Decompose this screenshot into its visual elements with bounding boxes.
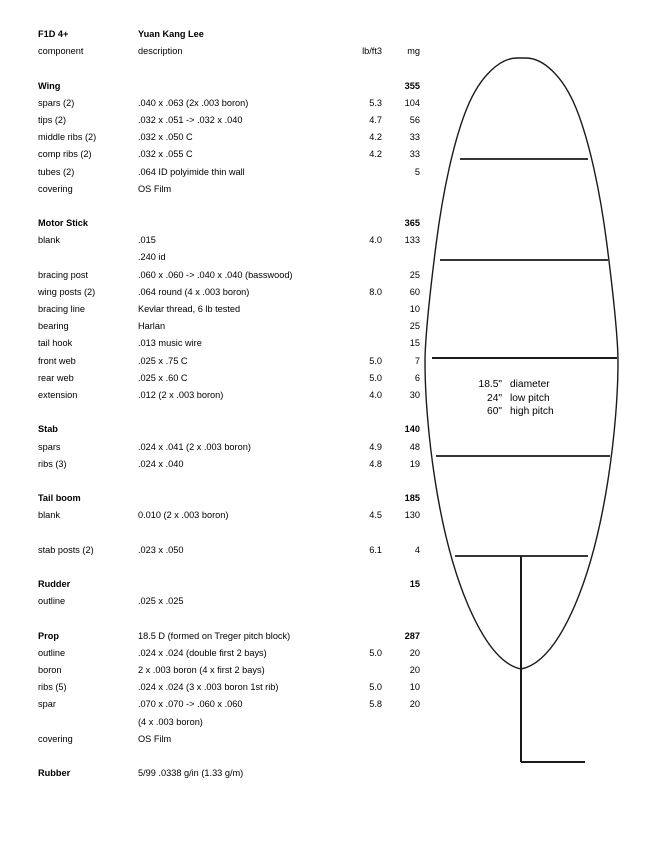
spacer-row bbox=[38, 408, 420, 425]
annotation-label: low pitch bbox=[510, 392, 550, 404]
component-name: blank bbox=[38, 510, 60, 521]
component-density bbox=[338, 339, 382, 356]
section-name: Rudder bbox=[38, 579, 71, 589]
component-density: 4.9 bbox=[369, 441, 382, 452]
document-title-row bbox=[38, 30, 420, 47]
component-row bbox=[38, 236, 420, 253]
component-row bbox=[38, 700, 420, 717]
document-class-title: F1D 4+ bbox=[38, 29, 69, 39]
component-name: comp ribs (2) bbox=[38, 149, 92, 160]
section-header-row bbox=[38, 219, 420, 236]
component-density: 5.0 bbox=[369, 355, 382, 366]
section-total-mass: 287 bbox=[404, 630, 420, 641]
annotation-label: diameter bbox=[510, 379, 550, 390]
component-description: .025 x .75 C bbox=[138, 355, 188, 366]
section-description: 5/99 .0338 g/in (1.33 g/m) bbox=[138, 768, 244, 779]
component-mass: 10 bbox=[409, 304, 420, 314]
component-mass: 25 bbox=[409, 269, 420, 280]
section-header-row bbox=[38, 580, 420, 597]
component-name: bracing line bbox=[38, 304, 85, 314]
component-density: 4.2 bbox=[369, 132, 382, 143]
component-row bbox=[38, 168, 420, 185]
component-name: ribs (3) bbox=[38, 458, 67, 469]
component-description: .024 x .041 (2 x .003 boron) bbox=[138, 441, 251, 452]
component-description: 0.010 (2 x .003 boron) bbox=[138, 510, 229, 521]
component-specification-table bbox=[38, 30, 420, 786]
section-density bbox=[338, 82, 382, 99]
section-density bbox=[338, 425, 382, 442]
component-description: .040 x .063 (2x .003 boron) bbox=[138, 97, 249, 108]
component-mass: 30 bbox=[409, 389, 420, 400]
component-density bbox=[338, 666, 382, 683]
component-row bbox=[38, 357, 420, 374]
component-density bbox=[338, 168, 382, 185]
section-name: Wing bbox=[38, 80, 61, 91]
section-density bbox=[338, 632, 382, 649]
component-density: 5.3 bbox=[369, 97, 382, 108]
component-description: .025 x .025 bbox=[138, 596, 184, 607]
annotation-value: 60" bbox=[487, 406, 502, 418]
component-name bbox=[38, 528, 138, 545]
section-description: 18.5 D (formed on Treger pitch block) bbox=[138, 630, 291, 641]
component-description: OS Film bbox=[138, 183, 172, 194]
section-density bbox=[338, 219, 382, 236]
section-description bbox=[138, 580, 338, 597]
component-density: 4.5 bbox=[369, 510, 382, 521]
component-description: .012 (2 x .003 boron) bbox=[138, 389, 224, 400]
component-row bbox=[38, 185, 420, 202]
component-description: 2 x .003 boron (4 x first 2 bays) bbox=[138, 664, 265, 675]
component-row bbox=[38, 253, 420, 270]
section-total-mass: 365 bbox=[404, 218, 420, 229]
section-description bbox=[138, 219, 338, 236]
component-description: .070 x .070 -> .060 x .060 bbox=[138, 699, 243, 710]
component-row bbox=[38, 649, 420, 666]
component-mass: 33 bbox=[409, 132, 420, 143]
component-description: .060 x .060 -> .040 x .040 (basswood) bbox=[138, 269, 293, 280]
component-description: Kevlar thread, 6 lb tested bbox=[138, 304, 241, 314]
component-density bbox=[338, 528, 382, 545]
component-mass: 56 bbox=[409, 114, 420, 125]
component-row bbox=[38, 150, 420, 167]
component-description: .023 x .050 bbox=[138, 544, 184, 555]
component-density: 5.8 bbox=[369, 699, 382, 710]
section-total-mass: 140 bbox=[404, 424, 420, 435]
component-row bbox=[38, 288, 420, 305]
section-density bbox=[338, 769, 382, 786]
annotation-row bbox=[466, 378, 554, 392]
component-name: middle ribs (2) bbox=[38, 132, 97, 143]
section-description bbox=[138, 82, 338, 99]
component-description: .240 id bbox=[138, 252, 166, 263]
component-row bbox=[38, 511, 420, 528]
component-row bbox=[38, 271, 420, 288]
component-row bbox=[38, 546, 420, 563]
component-name: tips (2) bbox=[38, 114, 67, 125]
component-description: .024 x .024 (double first 2 bays) bbox=[138, 647, 267, 658]
component-name: covering bbox=[38, 183, 73, 194]
component-mass: 104 bbox=[404, 97, 420, 108]
component-name: spar bbox=[38, 699, 56, 710]
component-name bbox=[38, 253, 138, 270]
component-description: Harlan bbox=[138, 321, 166, 332]
section-header-row bbox=[38, 632, 420, 649]
section-total-mass: 185 bbox=[404, 493, 420, 504]
component-mass: 48 bbox=[409, 441, 420, 452]
component-density bbox=[338, 718, 382, 735]
component-mass: 33 bbox=[409, 149, 420, 160]
component-description: OS Film bbox=[138, 733, 172, 744]
component-row bbox=[38, 305, 420, 322]
component-density: 4.2 bbox=[369, 149, 382, 160]
component-mass: 6 bbox=[414, 372, 420, 383]
section-name: Stab bbox=[38, 424, 58, 435]
component-row bbox=[38, 99, 420, 116]
component-density: 4.8 bbox=[369, 458, 382, 469]
component-row bbox=[38, 133, 420, 150]
component-description bbox=[138, 528, 338, 545]
component-mass: 19 bbox=[409, 458, 420, 469]
component-row bbox=[38, 528, 420, 545]
propeller-annotations bbox=[466, 378, 554, 419]
component-description: .064 ID polyimide thin wall bbox=[138, 166, 245, 177]
component-name: covering bbox=[38, 733, 73, 744]
component-density: 4.0 bbox=[369, 389, 382, 400]
component-row bbox=[38, 718, 420, 735]
component-name: ribs (5) bbox=[38, 682, 67, 693]
component-description: .032 x .055 C bbox=[138, 149, 193, 160]
component-description: .024 x .040 bbox=[138, 458, 184, 469]
component-name: boron bbox=[38, 664, 62, 675]
component-description: (4 x .003 boron) bbox=[138, 716, 203, 727]
component-mass: 25 bbox=[409, 321, 420, 332]
component-row bbox=[38, 116, 420, 133]
header-description: description bbox=[138, 46, 183, 57]
component-name: front web bbox=[38, 355, 76, 366]
spacer-row bbox=[38, 614, 420, 631]
section-total-mass: 355 bbox=[404, 80, 420, 91]
component-density: 4.0 bbox=[369, 235, 382, 246]
component-mass: 20 bbox=[409, 699, 420, 710]
section-header-row bbox=[38, 769, 420, 786]
component-name: spars (2) bbox=[38, 97, 75, 108]
component-name bbox=[38, 718, 138, 735]
component-name: spars bbox=[38, 441, 61, 452]
component-row bbox=[38, 460, 420, 477]
component-name: extension bbox=[38, 389, 78, 400]
component-density bbox=[338, 305, 382, 322]
component-density: 6.1 bbox=[369, 544, 382, 555]
component-density: 5.0 bbox=[369, 647, 382, 658]
column-header-row bbox=[38, 47, 420, 64]
component-row bbox=[38, 374, 420, 391]
section-description bbox=[138, 425, 338, 442]
section-density bbox=[338, 580, 382, 597]
component-name: wing posts (2) bbox=[38, 286, 96, 297]
component-mass: 130 bbox=[404, 510, 420, 521]
spacer-row bbox=[38, 563, 420, 580]
component-description: .064 round (4 x .003 boron) bbox=[138, 286, 250, 297]
section-name: Rubber bbox=[38, 768, 71, 779]
component-mass: 15 bbox=[409, 338, 420, 349]
section-density bbox=[338, 494, 382, 511]
component-density: 5.0 bbox=[369, 682, 382, 693]
component-row bbox=[38, 666, 420, 683]
component-name: tail hook bbox=[38, 338, 73, 349]
section-header-row bbox=[38, 494, 420, 511]
component-description: .025 x .60 C bbox=[138, 372, 188, 383]
component-density bbox=[338, 597, 382, 614]
component-density bbox=[338, 185, 382, 202]
section-name: Motor Stick bbox=[38, 218, 89, 229]
component-density bbox=[338, 322, 382, 339]
component-density: 5.0 bbox=[369, 372, 382, 383]
component-row bbox=[38, 322, 420, 339]
section-header-row bbox=[38, 425, 420, 442]
component-description: .032 x .050 C bbox=[138, 132, 193, 143]
component-row bbox=[38, 443, 420, 460]
section-total-mass: 15 bbox=[409, 579, 420, 589]
component-mass: 60 bbox=[409, 286, 420, 297]
component-name: stab posts (2) bbox=[38, 544, 94, 555]
component-name: outline bbox=[38, 596, 66, 607]
header-mass: mg bbox=[407, 46, 420, 57]
component-density: 8.0 bbox=[369, 286, 382, 297]
component-mass: 5 bbox=[414, 166, 420, 177]
component-row bbox=[38, 391, 420, 408]
document-author: Yuan Kang Lee bbox=[138, 29, 204, 39]
component-density bbox=[338, 735, 382, 752]
component-mass: 7 bbox=[414, 355, 420, 366]
spacer-row bbox=[38, 64, 420, 81]
component-description: .013 music wire bbox=[138, 338, 202, 349]
annotation-label: high pitch bbox=[510, 406, 554, 418]
component-name: bracing post bbox=[38, 269, 89, 280]
component-mass: 20 bbox=[409, 647, 420, 658]
component-row bbox=[38, 339, 420, 356]
component-name: blank bbox=[38, 235, 60, 246]
spacer-row bbox=[38, 202, 420, 219]
component-density bbox=[338, 253, 382, 270]
annotation-row bbox=[466, 405, 554, 419]
annotation-value: 18.5" bbox=[478, 379, 502, 390]
component-mass: 133 bbox=[404, 235, 420, 246]
spacer-row bbox=[38, 477, 420, 494]
component-description: .015 bbox=[138, 235, 156, 246]
component-name: bearing bbox=[38, 321, 69, 332]
section-name: Tail boom bbox=[38, 493, 81, 504]
section-name: Prop bbox=[38, 630, 59, 641]
spacer-row bbox=[38, 752, 420, 769]
component-density bbox=[338, 271, 382, 288]
component-density: 4.7 bbox=[369, 114, 382, 125]
annotation-row bbox=[466, 392, 554, 406]
section-description bbox=[138, 494, 338, 511]
component-row bbox=[38, 597, 420, 614]
component-row bbox=[38, 735, 420, 752]
component-name: rear web bbox=[38, 372, 74, 383]
header-density: lb/ft3 bbox=[362, 46, 382, 57]
component-mass: 20 bbox=[409, 664, 420, 675]
component-description: .024 x .024 (3 x .003 boron 1st rib) bbox=[138, 682, 279, 693]
title-density-blank bbox=[338, 30, 382, 47]
section-header-row bbox=[38, 82, 420, 99]
annotation-value: 24" bbox=[487, 392, 502, 404]
component-name: tubes (2) bbox=[38, 166, 75, 177]
component-row bbox=[38, 683, 420, 700]
component-mass: 4 bbox=[414, 544, 420, 555]
component-name: outline bbox=[38, 647, 66, 658]
component-description: .032 x .051 -> .032 x .040 bbox=[138, 114, 243, 125]
component-mass: 10 bbox=[409, 682, 420, 693]
header-component: component bbox=[38, 46, 84, 57]
